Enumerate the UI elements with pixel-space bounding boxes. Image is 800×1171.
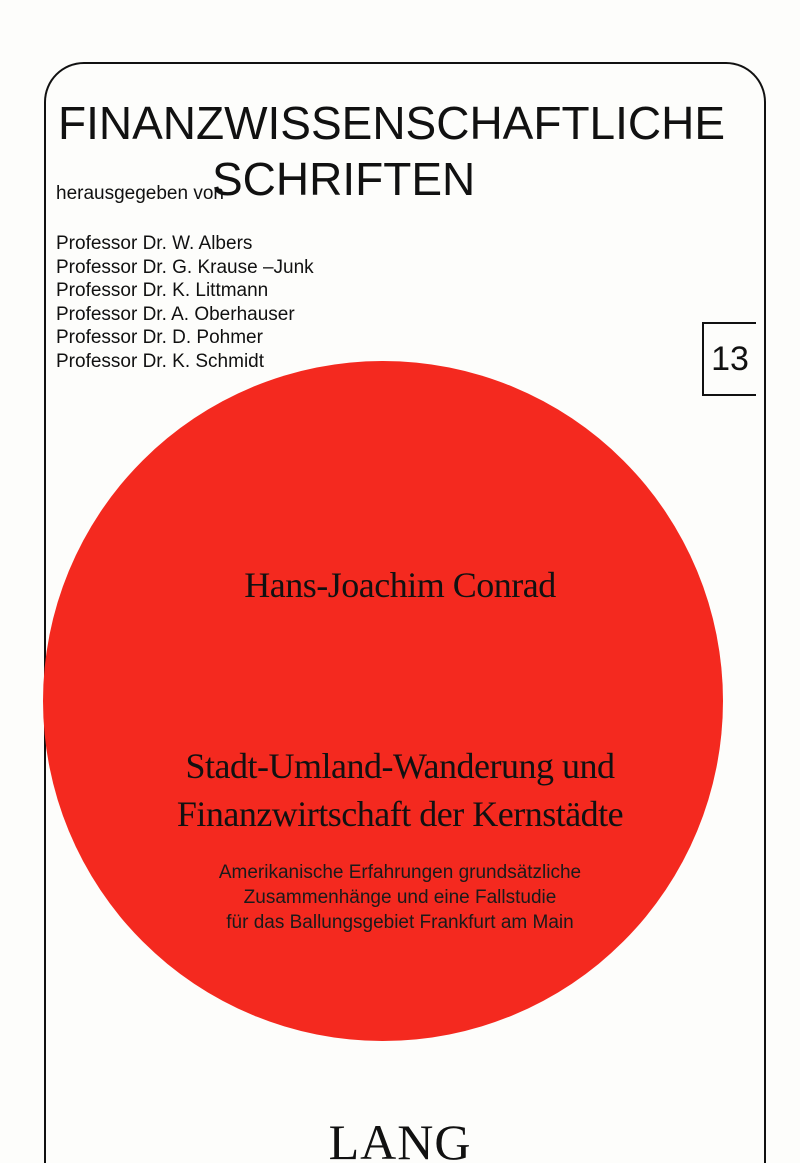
editor-item: Professor Dr. K. Schmidt (56, 350, 265, 372)
book-subtitle-line-3: für das Ballungsgebiet Frankfurt am Main (226, 912, 574, 933)
book-subtitle (0, 860, 800, 935)
volume-number-box (702, 322, 756, 396)
book-title-line-1: Stadt-Umland-Wanderung und (185, 746, 615, 786)
red-circle-graphic (43, 361, 723, 1041)
author-name: Hans-Joachim Conrad (244, 565, 556, 605)
book-subtitle-line-1: Amerikanische Erfahrungen grundsätzliche (218, 862, 582, 883)
editor-item: Professor Dr. W. Albers (56, 233, 253, 254)
editor-item: Professor Dr. A. Oberhauser (56, 303, 295, 325)
book-subtitle-line-2: Zusammenhänge und eine Fallstudie (243, 887, 557, 908)
edited-by-label: herausgegeben von (56, 183, 224, 204)
editors-list (56, 232, 314, 373)
series-title-line-1: FINANZWISSENSCHAFTLICHE (58, 97, 726, 149)
editor-item: Professor Dr. G. Krause –Junk (56, 256, 314, 278)
publisher-name: LANG (328, 1114, 472, 1170)
editor-item: Professor Dr. K. Littmann (56, 280, 269, 301)
series-title-line-2: SCHRIFTEN (212, 153, 476, 205)
volume-number: 13 (711, 340, 749, 378)
book-title-line-2: Finanzwirtschaft der Kernstädte (176, 794, 624, 834)
editor-item: Professor Dr. D. Pohmer (56, 327, 263, 348)
book-title (0, 742, 800, 838)
